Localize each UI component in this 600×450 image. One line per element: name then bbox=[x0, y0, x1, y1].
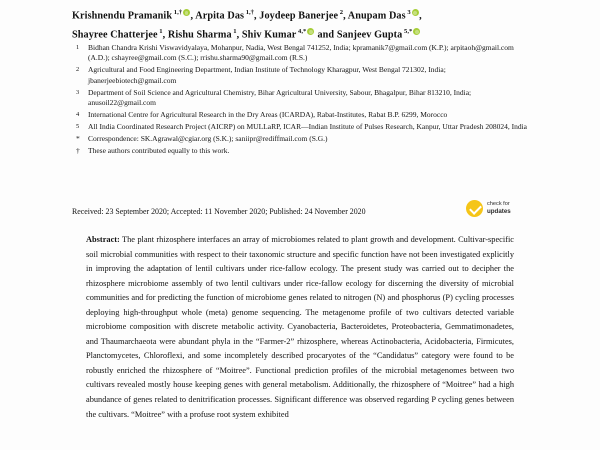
affiliation-item bbox=[72, 43, 534, 64]
author-name: Joydeep Banerjee bbox=[259, 10, 339, 22]
affiliation-item bbox=[72, 65, 534, 86]
affiliation-item bbox=[72, 146, 534, 156]
affiliation-text: These authors contributed equally to this work. bbox=[88, 146, 230, 156]
author-separator: , bbox=[236, 29, 242, 41]
orcid-icon[interactable] bbox=[183, 9, 190, 16]
author-affiliation-marker: 3 bbox=[405, 9, 411, 16]
author-separator: , bbox=[419, 10, 422, 22]
check-for-updates-line2: updates bbox=[487, 208, 511, 216]
check-for-updates-line1: check for bbox=[487, 201, 510, 207]
affiliation-item bbox=[72, 134, 534, 144]
author-line-2 bbox=[72, 24, 528, 43]
author-affiliation-marker: 4,* bbox=[296, 27, 307, 35]
author-name: Shayree Chatterjee bbox=[72, 29, 158, 41]
abstract-label: Abstract: bbox=[86, 235, 120, 244]
affiliation-marker: 4 bbox=[76, 111, 80, 119]
affiliation-marker: 3 bbox=[76, 88, 80, 96]
affiliation-item bbox=[72, 88, 534, 109]
author-affiliation-marker: 1,† bbox=[172, 9, 183, 16]
author-name: Krishnendu Pramanik bbox=[72, 10, 173, 22]
yellow-check-circle-icon bbox=[466, 200, 483, 217]
check-for-updates-label bbox=[487, 201, 511, 216]
abstract-section bbox=[86, 233, 514, 422]
author-affiliation-marker: 5,* bbox=[402, 27, 413, 35]
affiliation-marker: † bbox=[76, 146, 80, 156]
affiliation-item bbox=[72, 122, 534, 132]
orcid-icon[interactable] bbox=[413, 28, 420, 35]
author-name: Rishu Sharma bbox=[167, 29, 232, 41]
author-affiliation-marker: 1 bbox=[231, 27, 237, 35]
affiliation-text: All India Coordinated Research Project (AICRP) on MULLaRP, ICAR—Indian Institute of Pulses Research, Kanpur, Uttar Pradesh 208024, India bbox=[88, 122, 527, 132]
author-affiliation-marker: 1 bbox=[157, 27, 163, 35]
affiliation-marker: 5 bbox=[76, 123, 80, 131]
author-name: Arpita Das bbox=[195, 10, 245, 22]
author-affiliation-marker: 1,† bbox=[244, 9, 254, 16]
author-separator: , bbox=[253, 10, 260, 22]
affiliation-text: Department of Soil Science and Agricultural Chemistry, Bihar Agricultural University, Sabour, Bhagalpur, Bihar 813210, India; anusoil22@gmail.com bbox=[88, 87, 472, 108]
author-separator: and bbox=[314, 29, 337, 41]
checkmark-icon bbox=[469, 202, 482, 215]
author-name: Anupam Das bbox=[347, 10, 406, 22]
orcid-icon[interactable] bbox=[307, 28, 314, 35]
abstract-body: The plant rhizosphere interfaces an array of microbiomes related to plant growth and development. Cultivar-specific soil microbial communities with respect to their taxonomic structure and specific function have not been investigated explicitly in improving the adaptation of lentil cultivars under rice-fallow ecology. The present study was carried out to decipher the rhizosphere microbiome assembly of two lentil cultivars under rice-fallow ecology for discerning the diversity of microbial communities and for predicting the function of microbiome genes related to nitrogen (N) and phosphorus (P) cycling processes deploying high-throughput whole (meta) genome sequencing. The metagenome profile of two cultivars detected variable microbiome composition with discrete metabolic activity. Cyanobacteria, Bacteroidetes, Proteobacteria, Gemmatimonadetes, and Thaumarchaeota were abundant phyla in the “Farmer-2” rhizosphere, whereas Actinobacteria, Acidobacteria, Firmicutes, Planctomycetes, Chloroflexi, and some incompletely described procaryotes of the “Candidatus” category were found to be robustly enriched the rhizosphere of “Moitree”. Functional prediction profiles of the microbial metagenomes between two cultivars revealed mostly house keeping genes with general metabolism. Additionally, the rhizosphere of “Moitree” had a high abundance of genes related to denitrification processes. Significant difference was observed regarding P cycling genes between the cultivars. “Moitree” with a profuse root system exhibited bbox=[86, 235, 515, 419]
author-separator: , bbox=[162, 29, 168, 41]
affiliation-marker: * bbox=[76, 134, 80, 144]
affiliation-item bbox=[72, 110, 534, 120]
affiliation-marker: 1 bbox=[76, 44, 80, 51]
orcid-icon[interactable] bbox=[412, 9, 419, 16]
affiliation-marker: 2 bbox=[76, 66, 80, 74]
author-name: Sanjeev Gupta bbox=[336, 29, 403, 41]
affiliation-text: Bidhan Chandra Krishi Viswavidyalaya, Mohanpur, Nadia, West Bengal 741252, India; kpramanik7@gmail.com (K.P.); arpitaoh@gmail.com (A.D.); cshayree@gmail.com (S.C.); rrishu.sharma90@gmail.com (R.S.) bbox=[88, 43, 514, 63]
affiliation-list bbox=[72, 43, 534, 158]
author-line-1 bbox=[72, 5, 528, 24]
author-affiliation-marker: 2 bbox=[338, 9, 344, 16]
affiliation-text: Agricultural and Food Engineering Department, Indian Institute of Technology Kharagpur, West Bengal 721302, India; jbanerjeebiotech@gmail.com bbox=[88, 65, 446, 85]
author-name: Shiv Kumar bbox=[241, 29, 297, 41]
affiliation-text: International Centre for Agricultural Research in the Dry Areas (ICARDA), Rabat-Institutes, Rabat B.P. 6299, Morocco bbox=[88, 110, 448, 120]
author-list bbox=[72, 5, 528, 43]
check-for-updates-badge[interactable] bbox=[466, 198, 532, 220]
author-separator: , bbox=[343, 10, 348, 22]
affiliation-text: Correspondence: SK.Agrawal@cgiar.org (S.K.); saniipr@rediffmail.com (S.G.) bbox=[88, 134, 328, 144]
author-separator: , bbox=[190, 10, 196, 22]
publication-dates: Received: 23 September 2020; Accepted: 11 November 2020; Published: 24 November 2020 bbox=[72, 207, 366, 216]
